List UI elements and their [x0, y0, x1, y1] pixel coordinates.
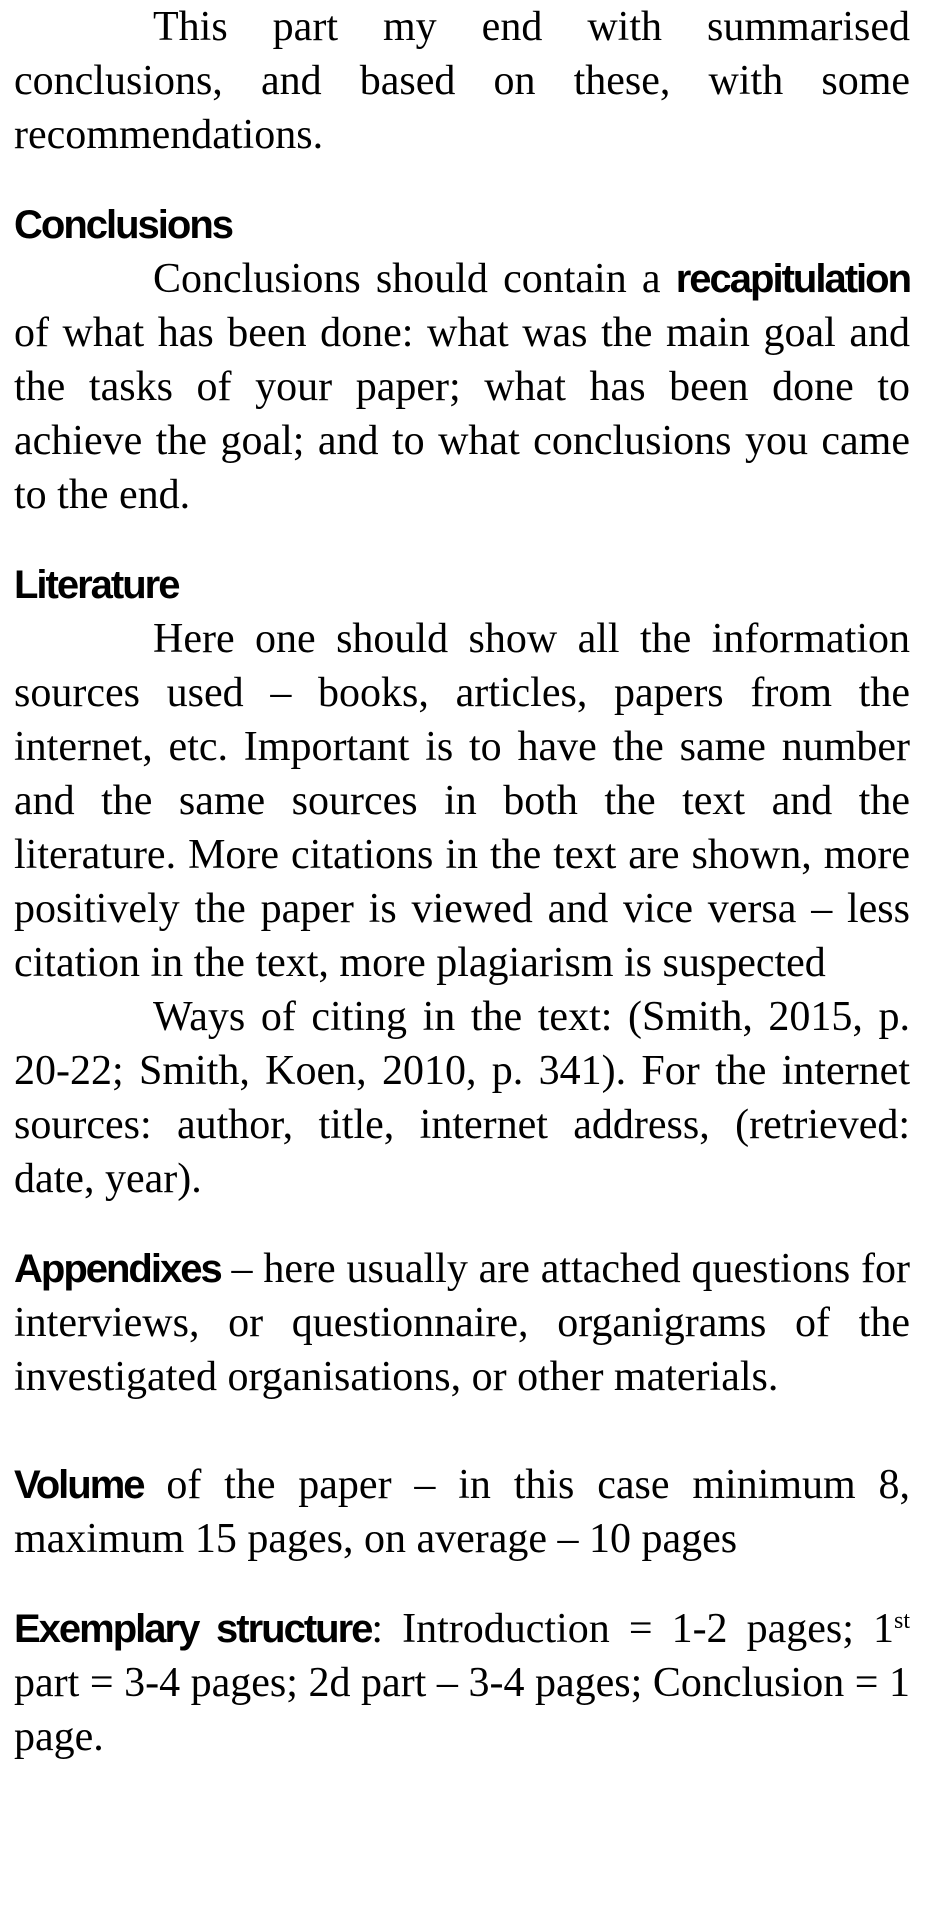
- literature-paragraph-1: Here one should show all the information sources used – books, articles, papers from the internet, etc. Important is to have the same number and the same sources in both the text and the literature. More citations in the text are shown, more positively the paper is viewed and vice versa – less citation in the text, more plagiarism is suspected: [14, 616, 910, 986]
- volume-bold-term: Volume: [14, 1463, 144, 1507]
- volume-paragraph: [14, 1458, 910, 1566]
- spacer: [14, 1206, 910, 1242]
- appendixes-paragraph: [14, 1242, 910, 1404]
- conclusions-text-post: of what has been done: what was the main goal and the tasks of your paper; what has been done to achieve the goal; and to what conclusions you came to the end.: [14, 310, 910, 518]
- structure-text-b: part = 3-4 pages; 2d part – 3-4 pages; Conclusion = 1 page.: [14, 1660, 910, 1760]
- conclusions-heading: Conclusions: [14, 203, 233, 247]
- document-page: [14, 0, 910, 1764]
- intro-paragraph: [14, 0, 910, 162]
- structure-bold-term: Exemplary structure: [14, 1607, 372, 1651]
- structure-text-a: : Introduction = 1-2 pages; 1: [371, 1606, 894, 1652]
- spacer: [14, 162, 910, 198]
- spacer: [14, 1404, 910, 1458]
- conclusions-text-pre: Conclusions should contain a: [153, 256, 676, 302]
- conclusions-paragraph: [14, 252, 910, 522]
- spacer: [14, 1566, 910, 1602]
- spacer: [14, 522, 910, 558]
- structure-paragraph: [14, 1602, 910, 1764]
- literature-heading: Literature: [14, 563, 179, 607]
- intro-text: This part my end with summarised conclusions, and based on these, with some recommendations.: [14, 4, 910, 158]
- volume-text: of the paper – in this case minimum 8, maximum 15 pages, on average – 10 pages: [14, 1462, 910, 1562]
- conclusions-bold-term: recapitulation: [675, 257, 910, 301]
- literature-paragraph-2: Ways of citing in the text: (Smith, 2015, p. 20-22; Smith, Koen, 2010, p. 341). For the internet sources: author, title, internet address, (retrieved: date, year).: [14, 994, 910, 1202]
- structure-superscript: st: [893, 1608, 910, 1634]
- appendixes-text: – here usually are attached questions for interviews, or questionnaire, organigrams of the investigated organisations, or other materials.: [14, 1246, 910, 1400]
- appendixes-bold-term: Appendixes: [14, 1247, 221, 1291]
